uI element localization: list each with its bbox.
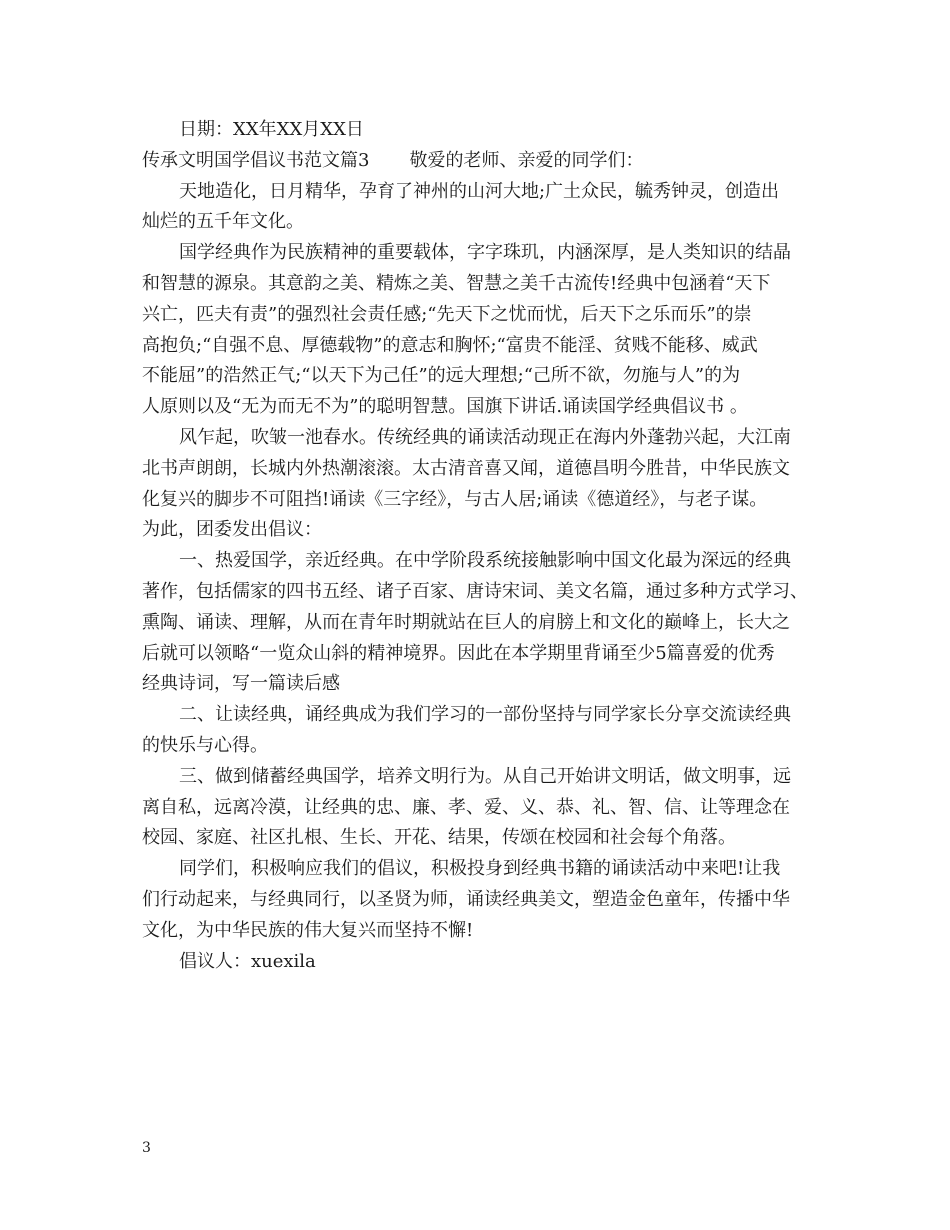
text-line: 文化，为中华民族的伟大复兴而坚持不懈! [142, 919, 474, 941]
document-title: 传承文明国学倡议书范文篇3 [142, 149, 370, 171]
salutation: 敬爱的老师、亲爱的同学们： [409, 149, 644, 171]
text-line: 倡议人：xuexila [179, 950, 316, 972]
text-line: 化复兴的脚步不可阻挡!诵读《三字经》，与古人居;诵读《德道经》，与老子谋。 [142, 488, 768, 510]
page-number: 3 [142, 1140, 151, 1156]
text-line: 们行动起来，与经典同行，以圣贤为师，诵读经典美文，塑造金色童年，传播中华 [142, 888, 790, 910]
text-line: 北书声朗朗，长城内外热潮滚滚。太古清音喜又闻，道德昌明今胜昔，中华民族文 [142, 457, 790, 479]
text-line: 兴亡，匹夫有责”的强烈社会责任感;“先天下之忧而忧，后天下之乐而乐”的崇 [142, 303, 752, 325]
text-line: 经典诗词，写一篇读后感 [142, 673, 340, 695]
text-line: 一、热爱国学，亲近经典。在中学阶段系统接触影响中国文化最为深远的经典 [179, 550, 791, 572]
text-line: 著作，包括儒家的四书五经、诸子百家、唐诗宋词、美文名篇，通过多种方式学习、 [142, 580, 808, 602]
text-line: 和智慧的源泉。其意韵之美、精炼之美、智慧之美千古流传!经典中包涵着“天下 [142, 272, 771, 294]
text-line: 天地造化，日月精华，孕育了神州的山河大地;广土众民，毓秀钟灵，创造出 [179, 180, 780, 202]
title-line [142, 146, 822, 177]
text-line: 高抱负;“自强不息、厚德载物”的意志和胸怀;“富贵不能淫、贫贱不能移、威武 [142, 334, 758, 356]
text-line: 二、让读经典，诵经典成为我们学习的一部份坚持与同学家长分享交流读经典 [179, 704, 791, 726]
text-line: 不能屈”的浩然正气;“以天下为己任”的远大理想;“己所不欲，勿施与人”的为 [142, 365, 741, 387]
text-line: 灿烂的五千年文化。 [142, 211, 304, 233]
text-line: 离自私，远离冷漠，让经典的忠、廉、孝、爱、义、恭、礼、智、信、让等理念在 [142, 796, 790, 818]
text-line: 为此，团委发出倡议： [142, 519, 322, 541]
text-line: 校园、家庭、社区扎根、生长、开花、结果，传颂在校园和社会每个角落。 [142, 827, 736, 849]
text-line: 熏陶、诵读、理解，从而在青年时期就站在巨人的肩膀上和文化的巅峰上，长大之 [142, 611, 790, 633]
text-line: 三、做到储蓄经典国学，培养文明行为。从自己开始讲文明话，做文明事，远 [179, 765, 791, 787]
text-line: 后就可以领略“一览众山斜的精神境界。因此在本学期里背诵至少5篇喜爱的优秀 [142, 642, 775, 664]
text-line: 人原则以及“无为而无不为”的聪明智慧。国旗下讲话.诵读国学经典倡议书 。 [142, 396, 748, 418]
text-line: 国学经典作为民族精神的重要载体，字字珠玑，内涵深厚，是人类知识的结晶 [179, 242, 791, 264]
document-page [142, 115, 822, 977]
date-line: 日期：XX年XX月XX日 [179, 119, 364, 140]
text-line: 同学们，积极响应我们的倡议，积极投身到经典书籍的诵读活动中来吧!让我 [179, 858, 781, 880]
text-line: 的快乐与心得。 [142, 734, 268, 756]
body-text [142, 177, 822, 978]
text-line: 风乍起，吹皱一池春水。传统经典的诵读活动现正在海内外蓬勃兴起，大江南 [179, 426, 791, 448]
